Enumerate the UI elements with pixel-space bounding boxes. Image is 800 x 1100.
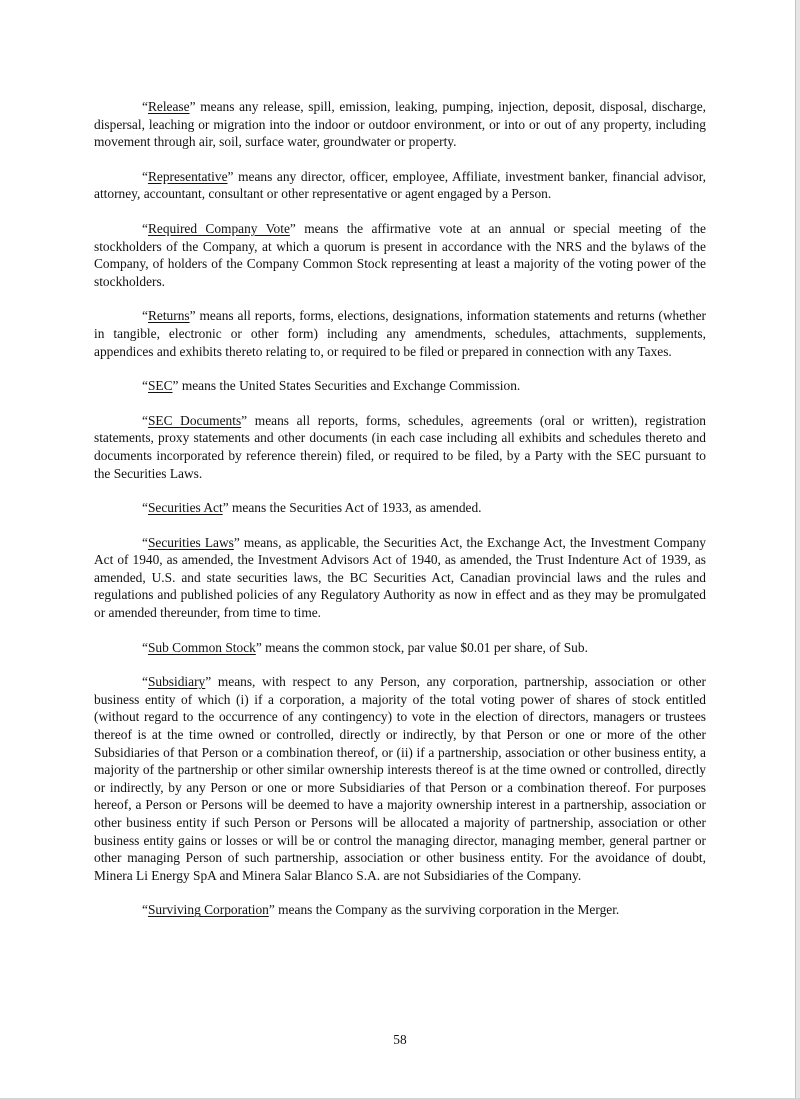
definition-sec-documents [94, 412, 706, 482]
definition-sec [94, 377, 706, 395]
defined-term: SEC [147, 378, 173, 394]
open-quote: “ [142, 500, 148, 516]
open-quote: “ [142, 378, 148, 394]
defined-term: Securities Act [147, 500, 223, 516]
definition-text: means, with respect to any Person, any corporation, partnership, association or other business entity of which (i) if a corporation, a majority of the total voting power of shares of stock entitled (without regard to the occurrence of any contingency) to vote in the election of directors, managers or trustees thereof is at the time owned or controlled, directly or indirectly, by that Person or one or more of the other Subsidiaries of that Person or a combination thereof, or (ii) if a partnership, association or other business entity, a majority of the partnership or other similar ownership interests thereof is at the time owned or controlled, directly or indirectly, by any Person or one or more Subsidiaries of that Person or a combination thereof. For purposes hereof, a Person or Persons will be deemed to have a majority ownership interest in a partnership, association or other business entity if such Person or Persons will be allocated a majority of partnership, association or other business entity gains or losses or will be or control the managing director, managing member, general partner or other managing Person of such partnership, association or other business entity. For the avoidance of doubt, Minera Li Energy SpA and Minera Salar Blanco S.A. are not Subsidiaries of the Company. [94, 674, 706, 883]
close-quote: ” [189, 99, 196, 114]
close-quote: ” [189, 308, 196, 324]
definition-text: means the affirmative vote at an annual or special meeting of the stockholders of the Company, at which a quorum is present in accordance with the NRS and the bylaws of the Company, of holders of the Company Common Stock representing at least a majority of the voting power of the stockholders. [94, 220, 706, 289]
definition-text: means all reports, forms, schedules, agreements (oral or written), registration statements, proxy statements and other documents (in each case including all exhibits and schedules thereto and documents incorporated by reference therein) filed, or required to be filed, by a Party with the SEC pursuant to the Securities Laws. [94, 412, 706, 481]
definitions-section [94, 98, 706, 936]
definition-text: means any release, spill, emission, leaking, pumping, injection, deposit, disposal, discharge, dispersal, leaching or migration into the indoor or outdoor environment, or into or out of any property, including movement through air, soil, surface water, groundwater or property. [94, 99, 706, 150]
definition-securities-act [94, 499, 706, 517]
open-quote: “ [142, 639, 148, 655]
definition-surviving-corporation [94, 901, 706, 919]
definition-required-company-vote [94, 220, 706, 290]
defined-term: SEC Documents [147, 412, 242, 428]
definition-text: means the Securities Act of 1933, as amended. [228, 500, 482, 516]
defined-term: Returns [147, 308, 190, 324]
open-quote: “ [142, 674, 148, 690]
close-quote: ” [241, 412, 248, 428]
definition-subsidiary [94, 673, 706, 884]
open-quote: “ [142, 534, 148, 550]
close-quote: ” [268, 902, 275, 918]
open-quote: “ [142, 168, 148, 184]
defined-term: Required Company Vote [147, 220, 290, 236]
defined-term: Release [147, 99, 190, 114]
close-quote: ” [205, 674, 212, 690]
defined-term: Securities Laws [147, 534, 234, 550]
definition-release [94, 98, 706, 151]
definition-text: means the common stock, par value $0.01 per share, of Sub. [261, 639, 588, 655]
open-quote: “ [142, 902, 148, 918]
definition-text: means, as applicable, the Securities Act, the Exchange Act, the Investment Company Act of 1940, as amended, the Investment Advisors Act of 1940, as amended, the Trust Indenture Act of 1939, as amended, U.S. and state securities laws, the BC Securities Act, Canadian provincial laws and the rules and regulations and published policies of any Regulatory Authority as now in effect and as they may be promulgated or amended thereunder, from time to time. [94, 534, 706, 621]
close-quote: ” [172, 378, 179, 394]
defined-term: Subsidiary [147, 674, 206, 690]
definition-representative [94, 168, 706, 203]
defined-term: Sub Common Stock [147, 639, 256, 655]
definition-text: means any director, officer, employee, Affiliate, investment banker, financial advisor, attorney, accountant, consultant or other representative or agent engaged by a Person. [94, 168, 706, 202]
definition-returns [94, 307, 706, 360]
close-quote: ” [222, 500, 229, 516]
open-quote: “ [142, 412, 148, 428]
definition-securities-laws [94, 534, 706, 622]
definition-sub-common-stock [94, 639, 706, 657]
defined-term: Representative [147, 168, 228, 184]
close-quote: ” [233, 534, 240, 550]
open-quote: “ [142, 220, 148, 236]
close-quote: ” [255, 639, 262, 655]
definition-text: means the United States Securities and Exchange Commission. [178, 378, 521, 394]
close-quote: ” [227, 168, 234, 184]
close-quote: ” [289, 220, 296, 236]
defined-term: Surviving Corporation [147, 902, 269, 918]
definition-text: means all reports, forms, elections, designations, information statements and returns (whether in tangible, electronic or other form) including any amendments, schedules, attachments, supplements, appendices and exhibits thereto relating to, or required to be filed or prepared in connection with any Taxes. [94, 308, 706, 359]
definition-text: means the Company as the surviving corporation in the Merger. [274, 902, 620, 918]
page-edge-right [795, 0, 800, 1100]
open-quote: “ [142, 308, 148, 324]
page-number: 58 [393, 1032, 407, 1047]
open-quote: “ [142, 99, 148, 114]
